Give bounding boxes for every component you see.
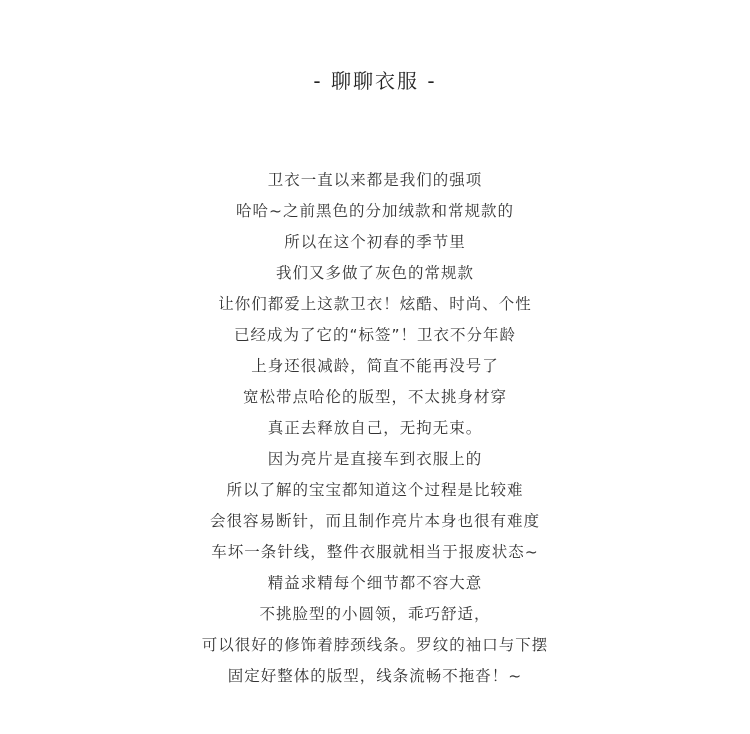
text-line: 我们又多做了灰色的常规款 bbox=[275, 264, 474, 282]
text-line: 会很容易断针，而且制作亮片本身也很有难度 bbox=[209, 512, 540, 530]
text-line: 所以在这个初春的季节里 bbox=[284, 233, 466, 251]
text-line: 让你们都爱上这款卫衣！炫酷、时尚、个性 bbox=[218, 295, 532, 313]
text-line: 车坏一条针线，整件衣服就相当于报废状态~ bbox=[211, 543, 539, 561]
text-line: 哈哈~之前黑色的分加绒款和常规款的 bbox=[236, 202, 514, 220]
text-line: 可以很好的修饰着脖颈线条。罗纹的袖口与下摆 bbox=[201, 636, 549, 654]
text-line: 固定好整体的版型，线条流畅不拖沓！~ bbox=[227, 667, 523, 685]
text-line: 卫衣一直以来都是我们的强项 bbox=[267, 171, 483, 189]
text-line: 不挑脸型的小圆领，乖巧舒适， bbox=[259, 605, 491, 623]
section-title: - 聊聊衣服 - bbox=[313, 69, 437, 93]
description-text bbox=[0, 165, 750, 692]
text-line: 真正去释放自己，无拘无束。 bbox=[267, 419, 483, 437]
text-line: 宽松带点哈伦的版型，不太挑身材穿 bbox=[242, 388, 507, 406]
text-line: 精益求精每个细节都不容大意 bbox=[267, 574, 483, 592]
text-line: 所以了解的宝宝都知道这个过程是比较难 bbox=[226, 481, 524, 499]
text-line: 上身还很减龄，简直不能再没号了 bbox=[251, 357, 499, 375]
text-line: 已经成为了它的“标签”！卫衣不分年龄 bbox=[233, 326, 517, 344]
text-line: 因为亮片是直接车到衣服上的 bbox=[267, 450, 483, 468]
